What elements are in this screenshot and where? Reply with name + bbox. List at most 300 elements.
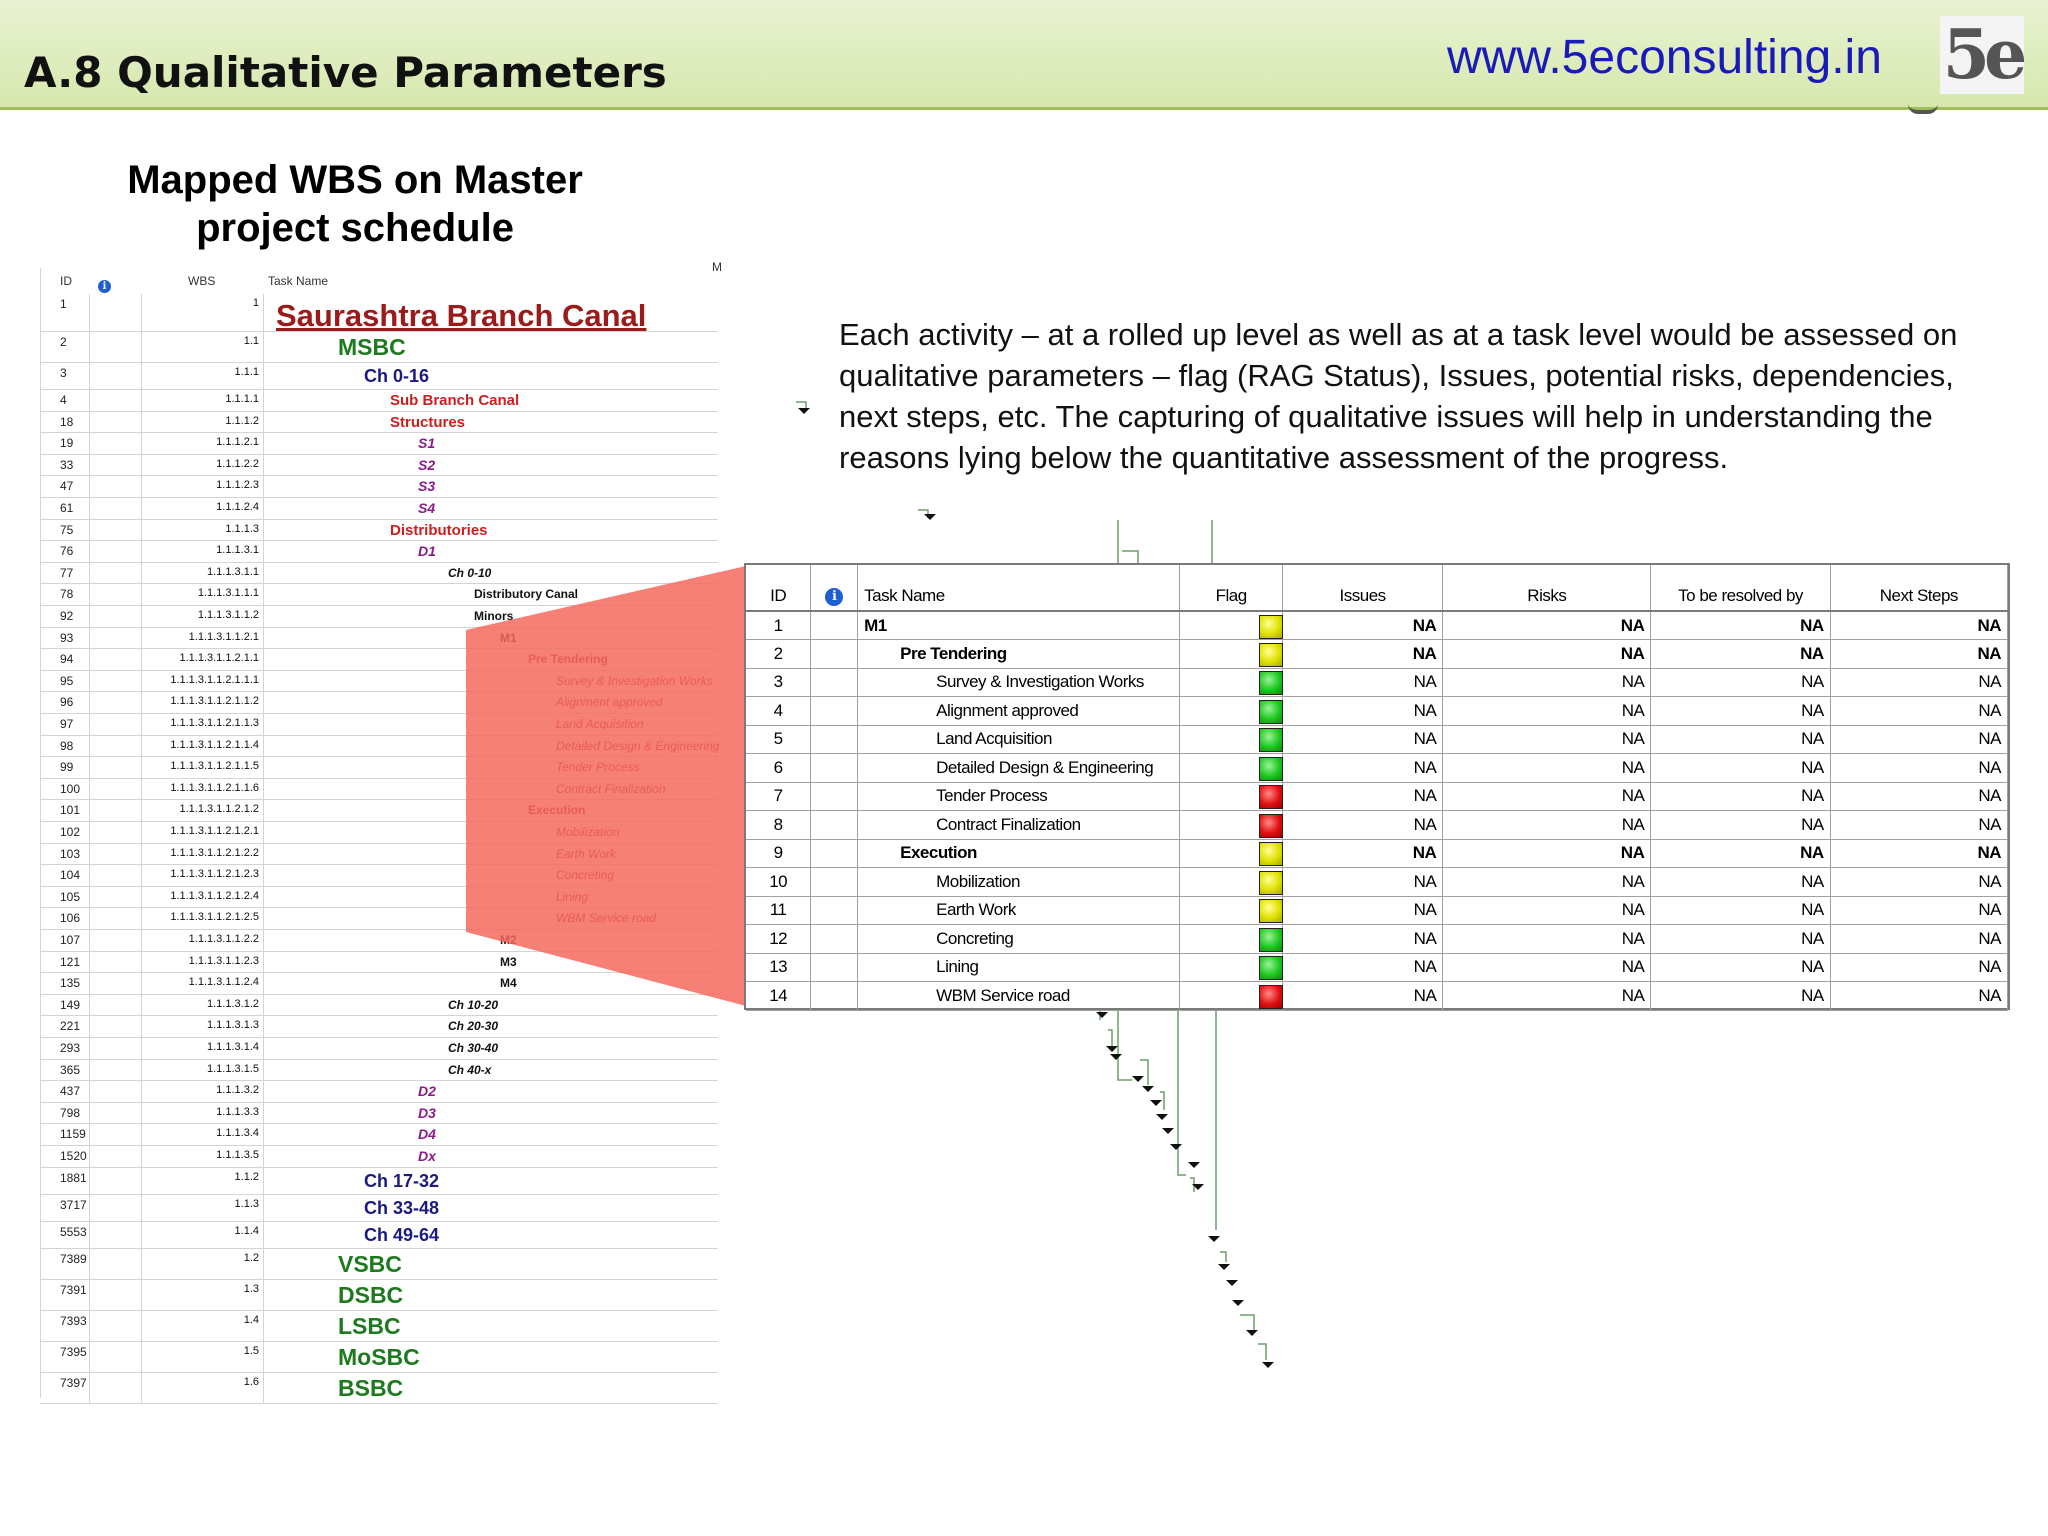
wbs-row-id: 76 — [40, 541, 90, 562]
wbs-row-info — [90, 390, 142, 411]
wbs-row-info — [90, 952, 142, 973]
wbs-row-task: S1 — [418, 435, 436, 452]
wbs-row-id: 437 — [40, 1081, 90, 1102]
flag-row-flag — [1180, 782, 1283, 811]
flag-row-task: Execution — [858, 839, 1180, 868]
wbs-row[interactable] — [40, 455, 718, 477]
wbs-row[interactable] — [40, 498, 718, 520]
wbs-row-code: 1.1.2 — [142, 1168, 264, 1194]
logo-swoosh-icon — [1908, 104, 1938, 114]
flag-yellow-icon — [1259, 842, 1283, 866]
5e-logo — [1940, 16, 2024, 94]
flag-row-info — [811, 925, 858, 954]
wbs-row-info — [90, 1168, 142, 1194]
wbs-row-task: S3 — [418, 478, 436, 495]
wbs-row-info — [90, 1280, 142, 1310]
wbs-row-info — [90, 887, 142, 908]
wbs-row-info — [90, 757, 142, 778]
wbs-row-code: 1.1.1.1 — [142, 390, 264, 411]
wbs-row-task: DSBC — [338, 1281, 404, 1308]
wbs-row[interactable] — [40, 520, 718, 542]
flag-row-task: M1 — [858, 611, 1180, 640]
flag-table-row[interactable] — [746, 868, 2008, 897]
highlight-funnel — [466, 566, 746, 1006]
wbs-row-task: Saurashtra Branch Canal — [276, 298, 647, 333]
wbs-row-code: 1.1.4 — [142, 1222, 264, 1248]
flag-row-id: 4 — [746, 697, 811, 726]
flag-row-id: 7 — [746, 782, 811, 811]
flag-green-icon — [1259, 671, 1283, 695]
flag-row-info — [811, 697, 858, 726]
flag-row-next-steps: NA — [1830, 640, 2007, 669]
flag-row-next-steps: NA — [1830, 611, 2007, 640]
wbs-row-task: Ch 17-32 — [364, 1170, 440, 1191]
col-id: ID — [746, 565, 811, 611]
flag-row-resolved-by: NA — [1651, 640, 1830, 669]
wbs-row-id: 365 — [40, 1060, 90, 1081]
flag-row-flag — [1180, 982, 1283, 1011]
wbs-row-id: 5553 — [40, 1222, 90, 1248]
flag-row-info — [811, 982, 858, 1011]
wbs-row-id: 1881 — [40, 1168, 90, 1194]
flag-green-icon — [1259, 700, 1283, 724]
flag-row-task: Concreting — [858, 925, 1180, 954]
wbs-row-code: 1.1.1.2.2 — [142, 455, 264, 476]
wbs-row-task: VSBC — [338, 1250, 402, 1277]
flag-yellow-icon — [1259, 643, 1283, 667]
wbs-row-info — [90, 1222, 142, 1248]
wbs-row-id: 47 — [40, 476, 90, 497]
wbs-row[interactable] — [40, 1222, 718, 1249]
wbs-row[interactable] — [40, 1342, 718, 1373]
wbs-row-id: 135 — [40, 973, 90, 994]
flag-row-info — [811, 896, 858, 925]
wbs-row-task: S2 — [418, 456, 436, 473]
flag-table-row[interactable] — [746, 811, 2008, 840]
col-next-steps: Next Steps — [1830, 565, 2007, 611]
flag-row-id: 13 — [746, 953, 811, 982]
flag-yellow-icon — [1259, 899, 1283, 923]
wbs-row-code: 1.1 — [142, 332, 264, 362]
flag-row-resolved-by: NA — [1651, 896, 1830, 925]
col-info — [811, 565, 858, 611]
wbs-row-id: 93 — [40, 628, 90, 649]
flag-row-task: Survey & Investigation Works — [858, 668, 1180, 697]
wbs-col-extra: M — [712, 260, 722, 274]
col-resolved-by: To be resolved by — [1651, 565, 1830, 611]
wbs-row[interactable] — [40, 1124, 718, 1146]
flag-table-row[interactable] — [746, 953, 2008, 982]
flag-row-task: Alignment approved — [858, 697, 1180, 726]
flag-row-issues: NA — [1282, 868, 1442, 897]
flag-row-issues: NA — [1282, 811, 1442, 840]
flag-row-next-steps: NA — [1830, 953, 2007, 982]
flag-row-task: Contract Finalization — [858, 811, 1180, 840]
col-task-name: Task Name — [858, 565, 1180, 611]
wbs-row-code: 1.5 — [142, 1342, 264, 1372]
flag-row-risks: NA — [1443, 782, 1651, 811]
flag-table-body — [746, 611, 2008, 1010]
wbs-row-info — [90, 1038, 142, 1059]
wbs-row[interactable] — [40, 1280, 718, 1311]
flag-red-icon — [1259, 814, 1283, 838]
wbs-row[interactable] — [40, 541, 718, 563]
wbs-row[interactable] — [40, 433, 718, 455]
wbs-row-code: 1.1.1.3.1.4 — [142, 1038, 264, 1059]
wbs-row-code: 1.1.1.3.1.1.2.3 — [142, 952, 264, 973]
wbs-col-task: Task Name — [268, 274, 329, 288]
wbs-row[interactable] — [40, 1311, 718, 1342]
wbs-row-code: 1.1.1.3.1.5 — [142, 1060, 264, 1081]
wbs-row-info — [90, 1146, 142, 1167]
wbs-row-code: 1.1.1.3.1.1.2.1.2.1 — [142, 822, 264, 843]
wbs-row-id: 798 — [40, 1103, 90, 1124]
flag-row-risks: NA — [1443, 725, 1651, 754]
flag-row-issues: NA — [1282, 697, 1442, 726]
flag-row-id: 8 — [746, 811, 811, 840]
wbs-row-info — [90, 628, 142, 649]
wbs-row-info — [90, 973, 142, 994]
flag-row-resolved-by: NA — [1651, 868, 1830, 897]
flag-green-icon — [1259, 956, 1283, 980]
flag-row-task: Tender Process — [858, 782, 1180, 811]
flag-row-task: WBM Service road — [858, 982, 1180, 1011]
wbs-row-code: 1.1.1.3.5 — [142, 1146, 264, 1167]
wbs-row-info — [90, 1195, 142, 1221]
flag-table-row[interactable] — [746, 782, 2008, 811]
flag-row-resolved-by: NA — [1651, 725, 1830, 754]
wbs-row-code: 1.1.1.3.1.1.2.1.2.3 — [142, 865, 264, 886]
wbs-row-id: 101 — [40, 800, 90, 821]
flag-row-issues: NA — [1282, 953, 1442, 982]
wbs-row-code: 1.3 — [142, 1280, 264, 1310]
wbs-row-code: 1.1.1.3.1.1.2.1.2.5 — [142, 908, 264, 929]
wbs-row[interactable] — [40, 1016, 718, 1038]
flag-table-row[interactable] — [746, 725, 2008, 754]
wbs-row-info — [90, 584, 142, 605]
wbs-row[interactable] — [40, 412, 718, 434]
wbs-row-id: 78 — [40, 584, 90, 605]
flag-table-row[interactable] — [746, 839, 2008, 868]
flag-table-row[interactable] — [746, 640, 2008, 669]
wbs-row-id: 1520 — [40, 1146, 90, 1167]
wbs-row-info — [90, 294, 142, 331]
flag-row-id: 3 — [746, 668, 811, 697]
wbs-row-code: 1.1.1.3.1.1 — [142, 563, 264, 584]
wbs-row-info — [90, 930, 142, 951]
flag-green-icon — [1259, 928, 1283, 952]
flag-row-flag — [1180, 811, 1283, 840]
wbs-row-info — [90, 692, 142, 713]
wbs-row-id: 104 — [40, 865, 90, 886]
wbs-row-info — [90, 865, 142, 886]
flag-row-risks: NA — [1443, 839, 1651, 868]
wbs-row[interactable] — [40, 1249, 718, 1280]
wbs-row-id: 4 — [40, 390, 90, 411]
flag-table-row[interactable] — [746, 896, 2008, 925]
wbs-row-info — [90, 363, 142, 389]
flag-table-row[interactable] — [746, 668, 2008, 697]
wbs-row-task: Sub Branch Canal — [390, 392, 520, 409]
wbs-row-id: 105 — [40, 887, 90, 908]
wbs-row-code: 1.1.1.3.1.1.2.1.2.4 — [142, 887, 264, 908]
flag-row-resolved-by: NA — [1651, 982, 1830, 1011]
flag-green-icon — [1259, 757, 1283, 781]
wbs-row-code: 1.1.1.2.1 — [142, 433, 264, 454]
flag-row-task: Detailed Design & Engineering — [858, 754, 1180, 783]
wbs-row-code: 1.1.1.3.1.1.2.1.1.6 — [142, 779, 264, 800]
wbs-row-id: 3717 — [40, 1195, 90, 1221]
flag-row-next-steps: NA — [1830, 925, 2007, 954]
flag-row-task: Land Acquisition — [858, 725, 1180, 754]
flag-row-resolved-by: NA — [1651, 839, 1830, 868]
wbs-row-code: 1.1.1.3.1.1.2.2 — [142, 930, 264, 951]
wbs-row-code: 1.1.1.3.1.1.2.1 — [142, 628, 264, 649]
flag-yellow-icon — [1259, 615, 1283, 639]
wbs-row-code: 1.2 — [142, 1249, 264, 1279]
wbs-row-code: 1.1.1 — [142, 363, 264, 389]
flag-row-task: Lining — [858, 953, 1180, 982]
wbs-row[interactable] — [40, 294, 718, 332]
wbs-row-info — [90, 908, 142, 929]
wbs-row-info — [90, 1103, 142, 1124]
wbs-row-id: 7389 — [40, 1249, 90, 1279]
wbs-row-info — [90, 822, 142, 843]
flag-row-info — [811, 668, 858, 697]
wbs-row-info — [90, 541, 142, 562]
wbs-row-task: MSBC — [338, 334, 406, 360]
wbs-row-id: 92 — [40, 606, 90, 627]
flag-row-flag — [1180, 754, 1283, 783]
flag-table-header — [746, 565, 2008, 611]
flag-row-next-steps: NA — [1830, 668, 2007, 697]
wbs-row-task: Minors — [474, 609, 514, 623]
flag-green-icon — [1259, 728, 1283, 752]
wbs-row-id: 103 — [40, 844, 90, 865]
flag-row-info — [811, 782, 858, 811]
wbs-row-id: 1159 — [40, 1124, 90, 1145]
wbs-row-code: 1.1.1.3.2 — [142, 1081, 264, 1102]
wbs-row[interactable] — [40, 1081, 718, 1103]
flag-row-next-steps: NA — [1830, 982, 2007, 1011]
wbs-row-info — [90, 563, 142, 584]
wbs-row-info — [90, 606, 142, 627]
wbs-row[interactable] — [40, 1373, 718, 1404]
wbs-row[interactable] — [40, 363, 718, 390]
header-band — [0, 0, 2048, 110]
wbs-row-id: 7393 — [40, 1311, 90, 1341]
wbs-row-id: 99 — [40, 757, 90, 778]
flag-row-flag — [1180, 839, 1283, 868]
wbs-row-code: 1.1.1.3.1.1.2.1.1.2 — [142, 692, 264, 713]
flag-row-issues: NA — [1282, 754, 1442, 783]
wbs-row-info — [90, 995, 142, 1016]
wbs-row-id: 96 — [40, 692, 90, 713]
wbs-row-id: 33 — [40, 455, 90, 476]
wbs-row-task: BSBC — [338, 1374, 404, 1401]
wbs-row-task: Ch 40-x — [448, 1062, 492, 1077]
flag-row-next-steps: NA — [1830, 754, 2007, 783]
wbs-row-code: 1.1.1.2.3 — [142, 476, 264, 497]
col-risks: Risks — [1443, 565, 1651, 611]
wbs-row-task: Ch 30-40 — [448, 1041, 499, 1055]
wbs-row-info — [90, 332, 142, 362]
wbs-row-id: 3 — [40, 363, 90, 389]
flag-row-next-steps: NA — [1830, 839, 2007, 868]
logo-text: 5e — [1942, 15, 2022, 95]
wbs-row-task: D3 — [418, 1104, 436, 1121]
wbs-row-code: 1.1.1.3.1.1.2 — [142, 606, 264, 627]
wbs-row-info — [90, 476, 142, 497]
flag-row-risks: NA — [1443, 953, 1651, 982]
wbs-row-code: 1 — [142, 294, 264, 331]
wbs-row-id: 100 — [40, 779, 90, 800]
wbs-row-code: 1.1.1.3.1.1.2.1.1.3 — [142, 714, 264, 735]
flag-row-next-steps: NA — [1830, 782, 2007, 811]
wbs-row-id: 94 — [40, 649, 90, 670]
wbs-row-id: 98 — [40, 736, 90, 757]
flag-row-id: 10 — [746, 868, 811, 897]
flag-table-row[interactable] — [746, 754, 2008, 783]
wbs-row[interactable] — [40, 1195, 718, 1222]
wbs-row[interactable] — [40, 1168, 718, 1195]
wbs-row-task: Structures — [390, 413, 466, 431]
wbs-row-info — [90, 1060, 142, 1081]
wbs-row-task: Distributories — [390, 521, 488, 539]
flag-row-resolved-by: NA — [1651, 754, 1830, 783]
wbs-row-id: 106 — [40, 908, 90, 929]
flag-row-resolved-by: NA — [1651, 782, 1830, 811]
flag-row-issues: NA — [1282, 725, 1442, 754]
wbs-row-id: 77 — [40, 563, 90, 584]
wbs-row-task: LSBC — [338, 1312, 401, 1339]
flag-row-next-steps: NA — [1830, 697, 2007, 726]
wbs-row-id: 121 — [40, 952, 90, 973]
flag-row-flag — [1180, 697, 1283, 726]
flag-row-issues: NA — [1282, 782, 1442, 811]
flag-row-flag — [1180, 925, 1283, 954]
col-issues: Issues — [1282, 565, 1442, 611]
wbs-row-task: Ch 0-16 — [364, 366, 430, 386]
section-title: Mapped WBS on Master project schedule — [127, 158, 583, 250]
wbs-row-id: 293 — [40, 1038, 90, 1059]
flag-red-icon — [1259, 985, 1283, 1009]
info-icon: i — [825, 588, 843, 606]
wbs-row-info — [90, 1016, 142, 1037]
wbs-row-code: 1.6 — [142, 1373, 264, 1403]
wbs-row[interactable] — [40, 1146, 718, 1168]
wbs-row-info — [90, 433, 142, 454]
wbs-row[interactable] — [40, 332, 718, 363]
flag-row-issues: NA — [1282, 611, 1442, 640]
flag-row-flag — [1180, 868, 1283, 897]
flag-row-id: 12 — [746, 925, 811, 954]
wbs-row[interactable] — [40, 1038, 718, 1060]
flag-row-id: 5 — [746, 725, 811, 754]
wbs-row-id: 2 — [40, 332, 90, 362]
wbs-row-task: Ch 0-10 — [448, 565, 492, 580]
wbs-row-code: 1.1.1.2 — [142, 412, 264, 433]
flag-row-issues: NA — [1282, 839, 1442, 868]
wbs-header-row — [40, 260, 722, 293]
wbs-row-id: 1 — [40, 294, 90, 331]
wbs-row[interactable] — [40, 476, 718, 498]
flag-row-next-steps: NA — [1830, 868, 2007, 897]
wbs-row-id: 18 — [40, 412, 90, 433]
flag-row-id: 2 — [746, 640, 811, 669]
flag-row-id: 9 — [746, 839, 811, 868]
flag-table-row[interactable] — [746, 697, 2008, 726]
wbs-row[interactable] — [40, 390, 718, 412]
page-title: A.8 Qualitative Parameters — [24, 48, 667, 97]
wbs-row-code: 1.1.1.3.4 — [142, 1124, 264, 1145]
flag-row-issues: NA — [1282, 925, 1442, 954]
wbs-row-info — [90, 1081, 142, 1102]
wbs-row-task: D4 — [418, 1126, 436, 1143]
flag-row-next-steps: NA — [1830, 725, 2007, 754]
wbs-row-task: M3 — [500, 954, 517, 969]
wbs-row[interactable] — [40, 1103, 718, 1125]
flag-row-flag — [1180, 725, 1283, 754]
wbs-row-code: 1.1.1.3.1.1.2.1.2 — [142, 800, 264, 821]
wbs-row-code: 1.1.1.3.1.1.1 — [142, 584, 264, 605]
flag-table-row[interactable] — [746, 611, 2008, 640]
wbs-row-info — [90, 800, 142, 821]
flag-row-resolved-by: NA — [1651, 811, 1830, 840]
flag-row-issues: NA — [1282, 982, 1442, 1011]
wbs-row-info — [90, 412, 142, 433]
wbs-row-task: Ch 49-64 — [364, 1224, 440, 1245]
wbs-row-code: 1.4 — [142, 1311, 264, 1341]
wbs-row-code: 1.1.1.3.1.1.2.4 — [142, 973, 264, 994]
flag-row-id: 6 — [746, 754, 811, 783]
wbs-row[interactable] — [40, 1060, 718, 1082]
flag-row-info — [811, 868, 858, 897]
wbs-row-code: 1.1.1.2.4 — [142, 498, 264, 519]
wbs-row-task: S4 — [418, 500, 436, 516]
flag-row-risks: NA — [1443, 697, 1651, 726]
wbs-row-info — [90, 520, 142, 541]
wbs-row-code: 1.1.1.3.1.2 — [142, 995, 264, 1016]
website-link[interactable]: www.5econsulting.in — [1447, 31, 1882, 84]
wbs-row-code: 1.1.1.3.1.1.2.1.1.1 — [142, 671, 264, 692]
wbs-row-info — [90, 736, 142, 757]
wbs-row-id: 7395 — [40, 1342, 90, 1372]
flag-row-info — [811, 953, 858, 982]
flag-table-row[interactable] — [746, 925, 2008, 954]
flag-yellow-icon — [1259, 871, 1283, 895]
flag-row-task: Mobilization — [858, 868, 1180, 897]
flag-row-info — [811, 611, 858, 640]
wbs-row-info — [90, 779, 142, 800]
wbs-row-code: 1.1.1.3.1.1.2.1.2.2 — [142, 844, 264, 865]
flag-row-risks: NA — [1443, 982, 1651, 1011]
col-flag: Flag — [1180, 565, 1283, 611]
flag-row-flag — [1180, 896, 1283, 925]
wbs-row-info — [90, 671, 142, 692]
flag-row-flag — [1180, 611, 1283, 640]
wbs-row-info — [90, 1124, 142, 1145]
wbs-row-task: Distributory Canal — [474, 587, 579, 602]
flag-row-info — [811, 754, 858, 783]
flag-row-resolved-by: NA — [1651, 697, 1830, 726]
flag-table-row[interactable] — [746, 982, 2008, 1011]
flag-row-resolved-by: NA — [1651, 953, 1830, 982]
flag-row-task: Pre Tendering — [858, 640, 1180, 669]
flag-row-info — [811, 839, 858, 868]
wbs-row-task: Ch 33-48 — [364, 1197, 440, 1218]
flag-row-resolved-by: NA — [1651, 611, 1830, 640]
